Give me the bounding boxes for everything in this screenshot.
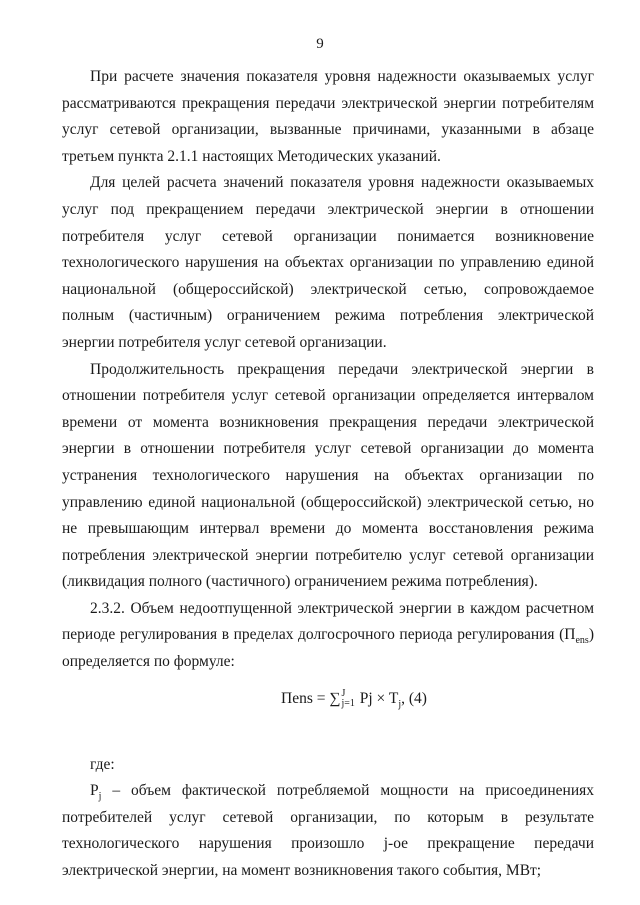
sum-limits <box>341 689 354 709</box>
paragraph-4-text: 2.3.2. Объем недоотпущенной электрической энергии в каждом расчетном периоде регулирования в пределах долгосрочного периода регулирования ( <box>62 599 594 644</box>
variable-subscript: j <box>98 791 102 803</box>
formula-lhs: Пens = <box>281 689 330 707</box>
formula-number: , (4) <box>401 689 427 707</box>
sum-upper-limit: J <box>341 688 346 700</box>
paragraph-1: При расчете значения показателя уровня надежности оказываемых услуг рассматриваются прекращения передачи электрической энергии потребителям услуг сетевой организации, вызванные причинами, указанными в абзаце третьем пункта 2.1.1 настоящих Методических указаний. <box>62 68 594 165</box>
formula-4 <box>114 684 594 714</box>
where-label: где: <box>90 755 115 773</box>
symbol-p-ens-subscript: ens <box>575 635 589 647</box>
sum-lower-limit: j=1 <box>341 698 355 710</box>
paragraph-2: Для целей расчета значений показателя уровня надежности оказываемых услуг под прекращением передачи электрической энергии в отношении потребителя услуг сетевой организации понимается возникновение технологического нарушения на объектах организации по управлению единой национальной (общероссийской) электрической сетью, сопровождаемое полным (частичным) ограничением режима потребления электрической энергии потребителя услуг сетевой организации. <box>62 174 594 351</box>
paragraph-4 <box>62 596 594 676</box>
formula-term-subscript: j <box>398 698 402 710</box>
variable-description: – объем фактической потребляемой мощности на присоединениях потребителей услуг сетевой организации, по которым в результате технологического нарушения произошло j-ое прекращение передачи электрической энергии, на момент возникновения такого события, МВт; <box>62 782 594 880</box>
symbol-p-ens: П <box>564 626 576 644</box>
document-body <box>62 64 594 885</box>
page-number: 9 <box>316 36 324 52</box>
formula-term: Pj × T <box>355 689 399 707</box>
paragraph-4-end: ) определяется по формуле: <box>62 626 594 671</box>
variable-definition-pj <box>62 778 594 884</box>
paragraph-3: Продолжительность прекращения передачи электрической энергии в отношении потребителя услуг сетевой организации определяется интервалом времени от момента возникновения прекращения передачи электрической энергии в отношении потребителя услуг сетевой организации до момента устранения технологического нарушения на объектах организации по управлению единой национальной (общероссийской) электрической сетью, но не превышающим интервал времени до момента восстановления режима потребления электрической энергии потребителю услуг сетевой организации (ликвидация полного (частичного) ограничением режима потребления). <box>62 360 594 591</box>
sum-symbol: ∑ <box>329 689 341 707</box>
variable-symbol: P <box>90 782 99 800</box>
